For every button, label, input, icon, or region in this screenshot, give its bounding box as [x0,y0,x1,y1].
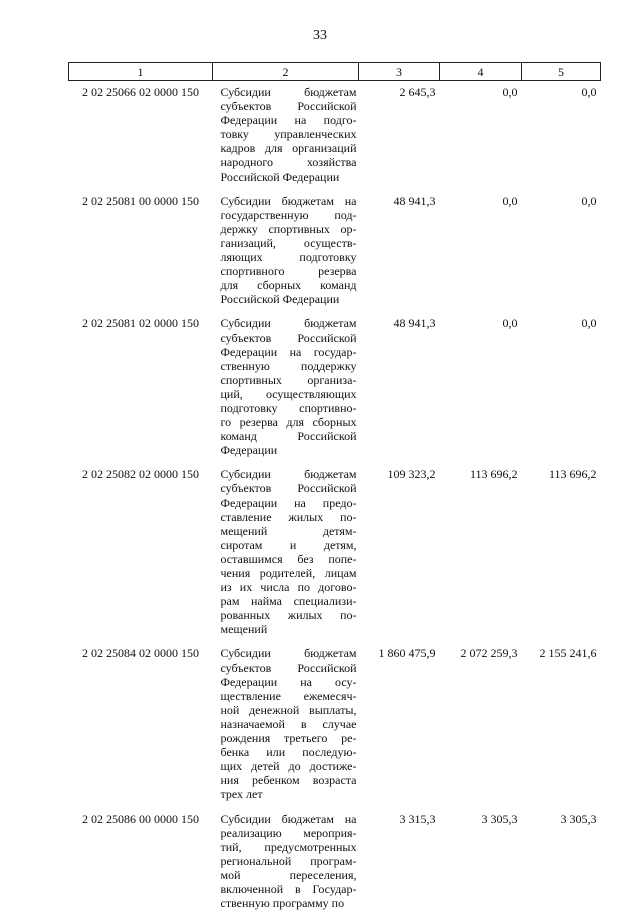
amount-year-3: 0,0 [522,81,601,190]
amount-year-1: 48 941,3 [359,312,440,463]
name-line: бенка или последую- [221,745,357,759]
budget-code: 2 02 25084 02 0000 150 [69,642,213,807]
name-line: спортивного резерва [221,264,357,278]
budget-item-name [213,463,359,642]
amount-year-1: 109 323,2 [359,463,440,642]
amount-year-1: 3 315,3 [359,808,440,916]
name-line: ляющих подготовку [221,250,357,264]
budget-code: 2 02 25081 02 0000 150 [69,312,213,463]
name-line: Федерации на подго- [221,113,357,127]
column-header: 2 [213,63,359,81]
table-row [69,808,601,916]
budget-code: 2 02 25066 02 0000 150 [69,81,213,190]
budget-code: 2 02 25082 02 0000 150 [69,463,213,642]
name-line: субъектов Российской [221,481,357,495]
column-header: 4 [440,63,522,81]
name-line: спортивных организа- [221,373,357,387]
name-line: ций, осуществляющих [221,387,357,401]
budget-code: 2 02 25081 00 0000 150 [69,190,213,313]
name-line: ной денежной выплаты, [221,703,357,717]
name-line: сиротам и детям, [221,538,357,552]
table-row [69,190,601,313]
column-header: 1 [69,63,213,81]
name-line: чения родителей, лицам [221,566,357,580]
name-line: субъектов Российской [221,99,357,113]
name-line: рам найма специализи- [221,594,357,608]
amount-year-2: 0,0 [440,81,522,190]
name-line: го резерва для сборных [221,415,357,429]
name-line: Субсидии бюджетам [221,467,357,481]
budget-item-name [213,642,359,807]
table-row [69,642,601,807]
name-line: народного хозяйства [221,155,357,169]
name-line: кадров для организаций [221,141,357,155]
amount-year-2: 2 072 259,3 [440,642,522,807]
name-line: Российской Федерации [221,292,357,306]
name-line: ществление ежемесяч- [221,689,357,703]
table-row [69,81,601,190]
name-line: оставшимся без попе- [221,552,357,566]
name-line: щих детей до достиже- [221,759,357,773]
name-line: Субсидии бюджетам на [221,812,357,826]
name-line: мещений детям- [221,524,357,538]
name-line: реализацию мероприя- [221,826,357,840]
name-line: мой переселения, [221,868,357,882]
amount-year-3: 0,0 [522,312,601,463]
name-line: ственную поддержку [221,359,357,373]
name-line: региональной програм- [221,854,357,868]
amount-year-2: 0,0 [440,312,522,463]
name-line: Субсидии бюджетам [221,85,357,99]
budget-item-name [213,808,359,916]
name-line: Федерации на государ- [221,345,357,359]
name-line: тий, предусмотренных [221,840,357,854]
name-line: ставление жилых по- [221,510,357,524]
amount-year-2: 113 696,2 [440,463,522,642]
name-line: рождения третьего ре- [221,731,357,745]
name-line: Федерации на осу- [221,675,357,689]
column-header: 3 [359,63,440,81]
name-line: назначаемой в случае [221,717,357,731]
amount-year-1: 1 860 475,9 [359,642,440,807]
table-row [69,312,601,463]
table-row [69,463,601,642]
name-line: включенной в Государ- [221,882,357,896]
name-line: рованных жилых по- [221,608,357,622]
name-line: государственную под- [221,208,357,222]
name-line: держку спортивных ор- [221,222,357,236]
name-line: мещений [221,622,357,636]
name-line: Субсидии бюджетам [221,316,357,330]
amount-year-1: 48 941,3 [359,190,440,313]
name-line: ганизаций, осуществ- [221,236,357,250]
budget-table [68,62,601,916]
name-line: субъектов Российской [221,661,357,675]
table-header-row [69,63,601,81]
amount-year-3: 3 305,3 [522,808,601,916]
column-header: 5 [522,63,601,81]
amount-year-1: 2 645,3 [359,81,440,190]
budget-code: 2 02 25086 00 0000 150 [69,808,213,916]
budget-item-name [213,312,359,463]
name-line: Субсидии бюджетам на [221,194,357,208]
amount-year-3: 2 155 241,6 [522,642,601,807]
name-line: ния ребенком возраста [221,773,357,787]
name-line: субъектов Российской [221,331,357,345]
amount-year-2: 3 305,3 [440,808,522,916]
budget-item-name [213,190,359,313]
amount-year-3: 113 696,2 [522,463,601,642]
name-line: Субсидии бюджетам [221,646,357,660]
name-line: ственную программу по [221,896,357,910]
budget-item-name [213,81,359,190]
name-line: товку управленческих [221,127,357,141]
name-line: Федерации [221,443,357,457]
name-line: Федерации на предо- [221,496,357,510]
name-line: подготовку спортивно- [221,401,357,415]
name-line: команд Российской [221,429,357,443]
name-line: трех лет [221,787,357,801]
name-line: для сборных команд [221,278,357,292]
name-line: Российской Федерации [221,170,357,184]
amount-year-2: 0,0 [440,190,522,313]
page-number: 33 [0,28,640,44]
amount-year-3: 0,0 [522,190,601,313]
name-line: из их числа по догово- [221,580,357,594]
